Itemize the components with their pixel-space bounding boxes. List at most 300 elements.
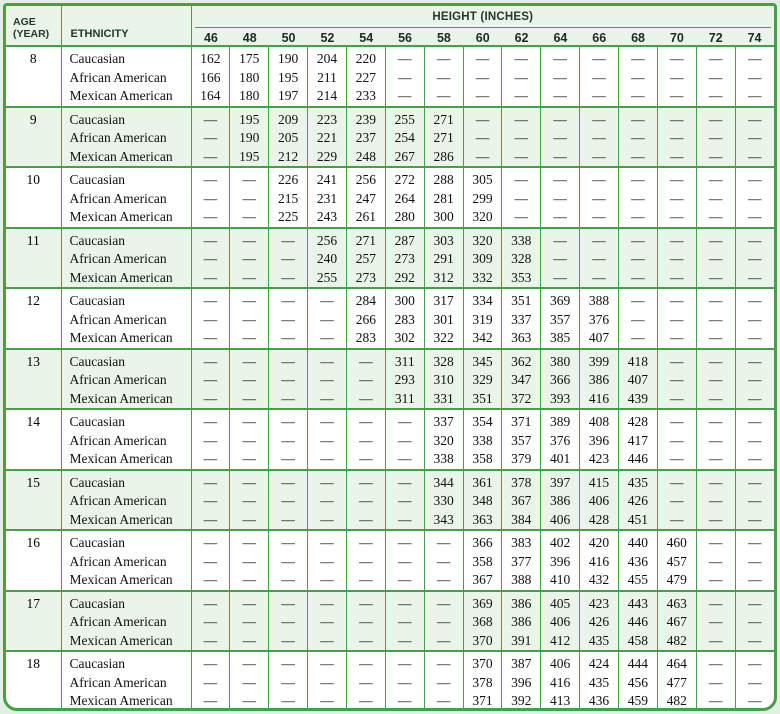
- value-text: 180: [239, 88, 260, 103]
- value-text: —: [708, 595, 723, 611]
- value-text: 303: [433, 232, 454, 248]
- value-text: 166: [200, 69, 221, 85]
- value-cell: [269, 409, 308, 470]
- value-text: —: [281, 474, 295, 490]
- ethnicity-label: African American: [69, 190, 167, 206]
- ethnicity-label: Caucasian: [69, 595, 125, 611]
- value-text: 256: [355, 172, 376, 187]
- value-text: —: [281, 674, 295, 690]
- value-text: —: [669, 330, 684, 345]
- age-group-row-16: [6, 530, 774, 591]
- ethnicity-label: Mexican American: [69, 330, 173, 345]
- value-cell: [191, 167, 230, 228]
- value-text: —: [669, 88, 684, 103]
- value-cell: [308, 651, 347, 711]
- value-cell: [308, 228, 347, 289]
- value-text: —: [708, 148, 723, 164]
- value-text: —: [592, 251, 606, 266]
- value-text: —: [708, 614, 723, 629]
- value-cell: [424, 409, 463, 470]
- ethnicity-cell: [61, 46, 191, 107]
- value-text: —: [203, 372, 218, 387]
- value-cell: [463, 107, 502, 168]
- value-text: 273: [394, 251, 415, 266]
- value-text: —: [242, 293, 257, 308]
- value-text: —: [553, 51, 567, 66]
- value-text: 209: [278, 111, 299, 127]
- value-text: —: [514, 111, 529, 127]
- value-text: 231: [316, 190, 338, 206]
- height-col-label: 64: [553, 31, 568, 45]
- value-text: —: [708, 493, 723, 508]
- value-cell: [541, 349, 580, 410]
- value-text: —: [397, 51, 412, 66]
- value-text: —: [708, 111, 723, 127]
- value-text: 417: [627, 432, 648, 448]
- ethnicity-label: Mexican American: [69, 88, 173, 103]
- value-text: —: [436, 693, 451, 708]
- value-cell: [308, 591, 347, 652]
- value-text: —: [669, 172, 684, 187]
- value-text: —: [631, 330, 645, 345]
- value-text: —: [397, 572, 412, 587]
- ethnicity-label: African American: [69, 130, 167, 145]
- value-text: —: [436, 656, 451, 671]
- value-text: 272: [394, 172, 415, 187]
- age-cell: 16: [26, 535, 40, 550]
- value-text: —: [281, 493, 295, 508]
- value-text: —: [203, 414, 218, 429]
- value-text: 267: [394, 148, 415, 164]
- value-text: —: [708, 130, 723, 145]
- age-cell: 10: [26, 172, 40, 187]
- value-cell: [735, 530, 774, 591]
- value-text: —: [320, 390, 334, 406]
- value-cell: [308, 167, 347, 228]
- value-cell: [230, 288, 269, 349]
- value-text: 257: [355, 251, 376, 266]
- value-text: —: [669, 209, 684, 224]
- value-text: —: [397, 69, 412, 85]
- value-text: 292: [394, 269, 415, 285]
- value-cell: [735, 228, 774, 289]
- value-text: 337: [433, 414, 454, 429]
- value-text: —: [320, 372, 334, 387]
- value-text: 214: [316, 88, 338, 103]
- value-text: —: [669, 148, 684, 164]
- value-cell: [618, 167, 657, 228]
- value-cell: [657, 470, 696, 531]
- value-text: —: [359, 535, 373, 550]
- value-cell: [580, 167, 619, 228]
- value-cell: [463, 651, 502, 711]
- ethnicity-label: Mexican American: [69, 693, 173, 708]
- value-text: 406: [550, 614, 571, 629]
- value-text: 416: [588, 553, 610, 569]
- value-text: 423: [588, 451, 610, 466]
- value-text: 287: [394, 232, 415, 248]
- value-text: 415: [588, 474, 610, 490]
- value-cell: [657, 107, 696, 168]
- value-text: —: [748, 372, 762, 387]
- height-group-label: HEIGHT (INCHES): [432, 11, 534, 23]
- value-text: —: [397, 432, 412, 448]
- value-cell: [657, 591, 696, 652]
- value-text: —: [242, 674, 257, 690]
- value-text: —: [281, 614, 295, 629]
- value-text: 380: [550, 353, 571, 369]
- value-text: —: [203, 148, 218, 164]
- value-text: 444: [627, 656, 648, 671]
- value-text: 413: [550, 693, 571, 708]
- value-cell: [657, 651, 696, 711]
- age-group-row-17: [6, 591, 774, 652]
- value-text: 376: [588, 311, 610, 327]
- value-cell: [269, 228, 308, 289]
- value-text: —: [669, 269, 684, 285]
- value-cell: [346, 591, 385, 652]
- value-cell: [346, 228, 385, 289]
- value-text: 386: [511, 614, 532, 629]
- age-group-row-9: [6, 107, 774, 168]
- value-text: —: [748, 209, 762, 224]
- value-text: —: [748, 674, 762, 690]
- value-text: —: [708, 69, 723, 85]
- value-text: —: [242, 595, 257, 611]
- value-text: —: [748, 451, 762, 466]
- value-text: 320: [472, 209, 493, 224]
- value-text: —: [748, 232, 762, 248]
- value-text: 460: [666, 535, 687, 550]
- value-text: 220: [355, 51, 376, 66]
- value-text: —: [397, 595, 412, 611]
- value-text: —: [397, 693, 412, 708]
- value-text: 388: [511, 572, 532, 587]
- value-text: 288: [433, 172, 454, 187]
- age-group-row-8: [6, 46, 774, 107]
- value-cell: [502, 591, 541, 652]
- value-text: —: [242, 372, 257, 387]
- value-text: 342: [472, 330, 493, 345]
- value-text: 180: [239, 69, 260, 85]
- value-text: —: [359, 390, 373, 406]
- value-text: —: [359, 614, 373, 629]
- value-text: —: [320, 572, 334, 587]
- value-cell: [735, 409, 774, 470]
- value-cell: [230, 349, 269, 410]
- value-cell: [502, 288, 541, 349]
- value-cell: [269, 46, 308, 107]
- value-text: 254: [394, 130, 415, 145]
- value-text: —: [242, 353, 257, 369]
- value-text: 397: [550, 474, 571, 490]
- age-cell: 12: [26, 293, 40, 308]
- value-text: —: [748, 51, 762, 66]
- value-text: 371: [472, 693, 493, 708]
- value-text: 477: [666, 674, 687, 690]
- value-cell: [502, 349, 541, 410]
- age-cell: 9: [29, 111, 37, 127]
- height-col-label: 48: [242, 31, 257, 45]
- value-cell: [424, 288, 463, 349]
- value-text: —: [708, 511, 723, 527]
- value-cell: [346, 409, 385, 470]
- value-text: —: [553, 269, 567, 285]
- value-text: 436: [588, 693, 610, 708]
- value-text: —: [436, 674, 451, 690]
- value-cell: [657, 288, 696, 349]
- value-text: —: [553, 232, 567, 248]
- value-text: —: [631, 111, 645, 127]
- value-text: —: [631, 172, 645, 187]
- value-text: 175: [239, 51, 260, 66]
- value-text: —: [397, 553, 412, 569]
- value-cell: [346, 46, 385, 107]
- value-text: —: [708, 632, 723, 648]
- value-text: 195: [239, 148, 260, 164]
- value-text: —: [242, 414, 257, 429]
- ethnicity-label: Mexican American: [69, 269, 173, 285]
- value-text: —: [748, 88, 762, 103]
- value-cell: [580, 349, 619, 410]
- ethnicity-label: Caucasian: [69, 172, 125, 187]
- value-text: —: [631, 190, 645, 206]
- value-cell: [346, 167, 385, 228]
- ethnicity-label: Caucasian: [69, 474, 125, 490]
- value-text: 237: [355, 130, 376, 145]
- value-text: 197: [278, 88, 299, 103]
- value-text: 385: [550, 330, 571, 345]
- value-cell: [696, 228, 735, 289]
- value-text: —: [708, 414, 723, 429]
- value-cell: [230, 530, 269, 591]
- value-cell: [424, 228, 463, 289]
- value-cell: [230, 591, 269, 652]
- value-cell: [191, 651, 230, 711]
- value-text: 354: [472, 414, 493, 429]
- value-text: 389: [550, 414, 571, 429]
- value-text: 457: [666, 553, 687, 569]
- value-cell: [269, 470, 308, 531]
- value-cell: [385, 228, 424, 289]
- value-text: —: [514, 88, 529, 103]
- value-text: —: [748, 311, 762, 327]
- value-text: 388: [588, 293, 610, 308]
- value-text: 351: [472, 390, 493, 406]
- value-text: —: [669, 69, 684, 85]
- value-text: —: [708, 572, 723, 587]
- value-text: —: [748, 190, 762, 206]
- value-text: —: [281, 293, 295, 308]
- value-text: —: [203, 232, 218, 248]
- value-text: 226: [278, 172, 299, 187]
- value-cell: [269, 107, 308, 168]
- ethnicity-label: African American: [69, 493, 167, 508]
- height-col-label: 46: [203, 31, 218, 45]
- value-text: 256: [316, 232, 338, 248]
- value-text: 266: [355, 311, 376, 327]
- value-text: 319: [472, 311, 493, 327]
- value-text: —: [475, 88, 490, 103]
- value-text: —: [359, 432, 373, 448]
- value-text: 379: [511, 451, 532, 466]
- value-text: —: [359, 632, 373, 648]
- value-cell: [463, 409, 502, 470]
- value-text: 343: [433, 511, 454, 527]
- value-text: —: [708, 269, 723, 285]
- value-text: —: [281, 232, 295, 248]
- value-text: 367: [511, 493, 532, 508]
- value-text: 428: [627, 414, 648, 429]
- value-text: —: [669, 432, 684, 448]
- value-cell: [618, 470, 657, 531]
- value-text: —: [631, 148, 645, 164]
- value-text: —: [592, 148, 606, 164]
- value-text: 311: [394, 390, 415, 406]
- growth-table: [6, 6, 774, 711]
- value-text: —: [592, 88, 606, 103]
- value-text: 205: [278, 130, 299, 145]
- value-cell: [618, 349, 657, 410]
- value-text: —: [281, 451, 295, 466]
- value-text: —: [669, 111, 684, 127]
- value-text: 348: [472, 493, 493, 508]
- value-text: 392: [511, 693, 532, 708]
- value-cell: [191, 409, 230, 470]
- value-text: —: [397, 451, 412, 466]
- value-cell: [230, 651, 269, 711]
- ethnicity-cell: [61, 288, 191, 349]
- ethnicity-label: Caucasian: [69, 232, 125, 248]
- value-text: 338: [472, 432, 493, 448]
- value-text: —: [359, 656, 373, 671]
- value-text: —: [320, 293, 334, 308]
- value-text: 221: [316, 130, 338, 145]
- value-text: 402: [550, 535, 571, 550]
- value-cell: [696, 651, 735, 711]
- growth-table-frame: [3, 3, 777, 711]
- value-text: —: [592, 190, 606, 206]
- value-text: 344: [433, 474, 454, 490]
- value-text: —: [203, 595, 218, 611]
- value-cell: [618, 288, 657, 349]
- value-text: —: [242, 572, 257, 587]
- value-text: 376: [550, 432, 571, 448]
- value-text: 378: [511, 474, 532, 490]
- value-text: —: [553, 209, 567, 224]
- value-text: —: [320, 693, 334, 708]
- value-text: —: [631, 130, 645, 145]
- value-cell: [502, 228, 541, 289]
- value-text: 345: [472, 353, 493, 369]
- value-text: —: [397, 632, 412, 648]
- value-text: —: [514, 69, 529, 85]
- value-text: —: [281, 251, 295, 266]
- ethnicity-label: Caucasian: [69, 293, 125, 308]
- value-text: —: [669, 311, 684, 327]
- age-cell: 11: [26, 232, 40, 248]
- value-text: 264: [394, 190, 415, 206]
- value-text: —: [397, 674, 412, 690]
- value-text: 459: [627, 693, 648, 708]
- value-text: —: [669, 130, 684, 145]
- value-text: 410: [550, 572, 571, 587]
- value-text: —: [553, 251, 567, 266]
- value-text: —: [242, 614, 257, 629]
- value-text: 458: [627, 632, 648, 648]
- value-text: 309: [472, 251, 493, 266]
- ethnicity-label: Mexican American: [69, 451, 173, 466]
- ethnicity-label: African American: [69, 553, 167, 569]
- value-text: —: [748, 595, 762, 611]
- value-cell: [308, 470, 347, 531]
- value-text: —: [708, 390, 723, 406]
- value-cell: [191, 591, 230, 652]
- value-text: —: [669, 372, 684, 387]
- value-text: —: [320, 474, 334, 490]
- value-text: —: [748, 693, 762, 708]
- value-text: 271: [433, 130, 454, 145]
- value-text: 424: [588, 656, 610, 671]
- value-cell: [424, 167, 463, 228]
- value-cell: [424, 349, 463, 410]
- value-text: 299: [472, 190, 493, 206]
- value-text: —: [708, 209, 723, 224]
- value-text: —: [203, 493, 218, 508]
- value-text: 386: [511, 595, 532, 611]
- height-col-label: 60: [475, 31, 490, 45]
- value-text: —: [748, 69, 762, 85]
- value-text: —: [708, 232, 723, 248]
- value-cell: [385, 651, 424, 711]
- value-text: 357: [550, 311, 571, 327]
- value-text: —: [436, 632, 451, 648]
- value-text: —: [708, 172, 723, 187]
- value-text: 311: [394, 353, 415, 369]
- value-text: 240: [316, 251, 338, 266]
- value-cell: [696, 470, 735, 531]
- value-text: 261: [355, 209, 376, 224]
- value-text: —: [320, 553, 334, 569]
- ethnicity-label: Caucasian: [69, 656, 125, 671]
- value-text: 190: [278, 51, 299, 66]
- value-cell: [230, 46, 269, 107]
- value-text: 332: [472, 269, 493, 285]
- value-cell: [735, 167, 774, 228]
- ethnicity-label: Mexican American: [69, 632, 173, 648]
- age-cell: 17: [26, 595, 40, 611]
- value-cell: [618, 530, 657, 591]
- ethnicity-label: Caucasian: [69, 535, 125, 550]
- value-text: —: [397, 511, 412, 527]
- height-col-label: 66: [592, 31, 607, 45]
- value-cell: [269, 530, 308, 591]
- value-text: 370: [472, 632, 493, 648]
- value-text: 401: [550, 451, 571, 466]
- value-text: —: [514, 130, 529, 145]
- value-text: —: [397, 88, 412, 103]
- value-text: —: [475, 130, 490, 145]
- value-text: —: [592, 69, 606, 85]
- value-text: —: [553, 111, 567, 127]
- height-col-label: 70: [669, 31, 684, 45]
- value-cell: [269, 651, 308, 711]
- value-cell: [735, 591, 774, 652]
- value-text: —: [592, 51, 606, 66]
- value-text: —: [359, 414, 373, 429]
- value-text: 428: [588, 511, 610, 527]
- age-cell: 18: [26, 656, 40, 671]
